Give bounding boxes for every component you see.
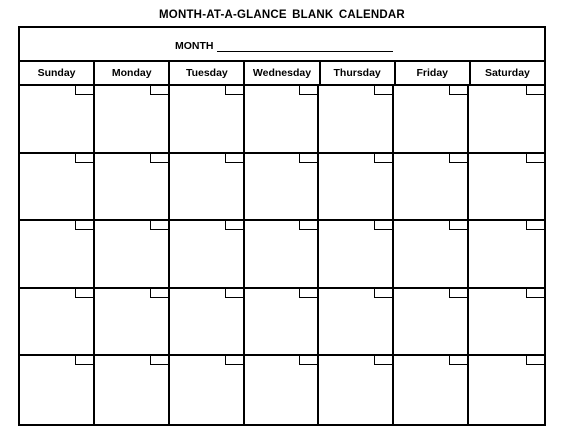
- day-cell[interactable]: [469, 154, 544, 222]
- date-number-box[interactable]: [526, 356, 544, 365]
- day-cell[interactable]: [394, 356, 469, 424]
- day-cell[interactable]: [170, 356, 245, 424]
- day-cell[interactable]: [245, 356, 320, 424]
- calendar-frame: [18, 26, 546, 426]
- weekday-header-monday: Monday: [95, 62, 170, 84]
- day-cell[interactable]: [319, 289, 394, 357]
- day-cell[interactable]: [469, 86, 544, 154]
- date-number-box[interactable]: [75, 86, 93, 95]
- date-number-box[interactable]: [374, 86, 392, 95]
- day-cell[interactable]: [245, 86, 320, 154]
- day-cell[interactable]: [95, 221, 170, 289]
- date-number-box[interactable]: [449, 289, 467, 298]
- weekday-header-saturday: Saturday: [484, 67, 530, 79]
- date-number-box[interactable]: [75, 154, 93, 163]
- month-row: [20, 28, 544, 62]
- date-number-box[interactable]: [374, 221, 392, 230]
- day-cell[interactable]: [170, 154, 245, 222]
- weekday-header-wednesday: Wednesday: [245, 62, 320, 84]
- calendar-grid: [20, 86, 544, 424]
- date-number-box[interactable]: [75, 356, 93, 365]
- calendar-title: MONTH-AT-A-GLANCE BLANK CALENDAR: [159, 9, 405, 21]
- date-number-box[interactable]: [150, 221, 168, 230]
- day-cell[interactable]: [95, 154, 170, 222]
- date-number-box[interactable]: [225, 356, 243, 365]
- day-cell[interactable]: [469, 289, 544, 357]
- date-number-box[interactable]: [299, 356, 317, 365]
- date-number-box[interactable]: [526, 86, 544, 95]
- day-cell[interactable]: [319, 221, 394, 289]
- date-number-box[interactable]: [225, 221, 243, 230]
- day-cell[interactable]: [20, 86, 95, 154]
- date-number-box[interactable]: [150, 356, 168, 365]
- weekday-header-friday: Friday: [396, 62, 471, 84]
- day-cell[interactable]: [394, 221, 469, 289]
- weekday-header-thursday: Thursday: [321, 62, 396, 84]
- month-fill-in-line[interactable]: [217, 51, 393, 52]
- day-cell[interactable]: [95, 356, 170, 424]
- date-number-box[interactable]: [374, 356, 392, 365]
- date-number-box[interactable]: [225, 86, 243, 95]
- day-cell[interactable]: [394, 86, 469, 154]
- weekday-header-tuesday: Tuesday: [170, 62, 245, 84]
- day-cell[interactable]: [394, 154, 469, 222]
- weekday-header-row: [20, 62, 544, 86]
- day-cell[interactable]: [20, 154, 95, 222]
- date-number-box[interactable]: [299, 154, 317, 163]
- date-number-box[interactable]: [225, 289, 243, 298]
- day-cell[interactable]: [469, 221, 544, 289]
- date-number-box[interactable]: [75, 289, 93, 298]
- date-number-box[interactable]: [526, 221, 544, 230]
- day-cell[interactable]: [20, 289, 95, 357]
- date-number-box[interactable]: [299, 289, 317, 298]
- day-cell[interactable]: [394, 289, 469, 357]
- date-number-box[interactable]: [374, 289, 392, 298]
- day-cell[interactable]: [170, 86, 245, 154]
- day-cell[interactable]: [319, 356, 394, 424]
- date-number-box[interactable]: [299, 221, 317, 230]
- day-cell[interactable]: [170, 289, 245, 357]
- date-number-box[interactable]: [449, 154, 467, 163]
- day-cell[interactable]: [245, 221, 320, 289]
- date-number-box[interactable]: [150, 86, 168, 95]
- date-number-box[interactable]: [449, 356, 467, 365]
- day-cell[interactable]: [95, 289, 170, 357]
- date-number-box[interactable]: [150, 289, 168, 298]
- date-number-box[interactable]: [299, 86, 317, 95]
- date-number-box[interactable]: [150, 154, 168, 163]
- date-number-box[interactable]: [526, 289, 544, 298]
- day-cell[interactable]: [95, 86, 170, 154]
- date-number-box[interactable]: [449, 86, 467, 95]
- date-number-box[interactable]: [449, 221, 467, 230]
- day-cell[interactable]: [20, 356, 95, 424]
- day-cell[interactable]: [170, 221, 245, 289]
- day-cell[interactable]: [319, 154, 394, 222]
- weekday-header-sunday: Sunday: [20, 62, 95, 84]
- date-number-box[interactable]: [225, 154, 243, 163]
- day-cell[interactable]: [469, 356, 544, 424]
- day-cell[interactable]: [20, 221, 95, 289]
- date-number-box[interactable]: [374, 154, 392, 163]
- date-number-box[interactable]: [75, 221, 93, 230]
- date-number-box[interactable]: [526, 154, 544, 163]
- month-label: MONTH: [175, 40, 214, 52]
- day-cell[interactable]: [319, 86, 394, 154]
- day-cell[interactable]: [245, 154, 320, 222]
- day-cell[interactable]: [245, 289, 320, 357]
